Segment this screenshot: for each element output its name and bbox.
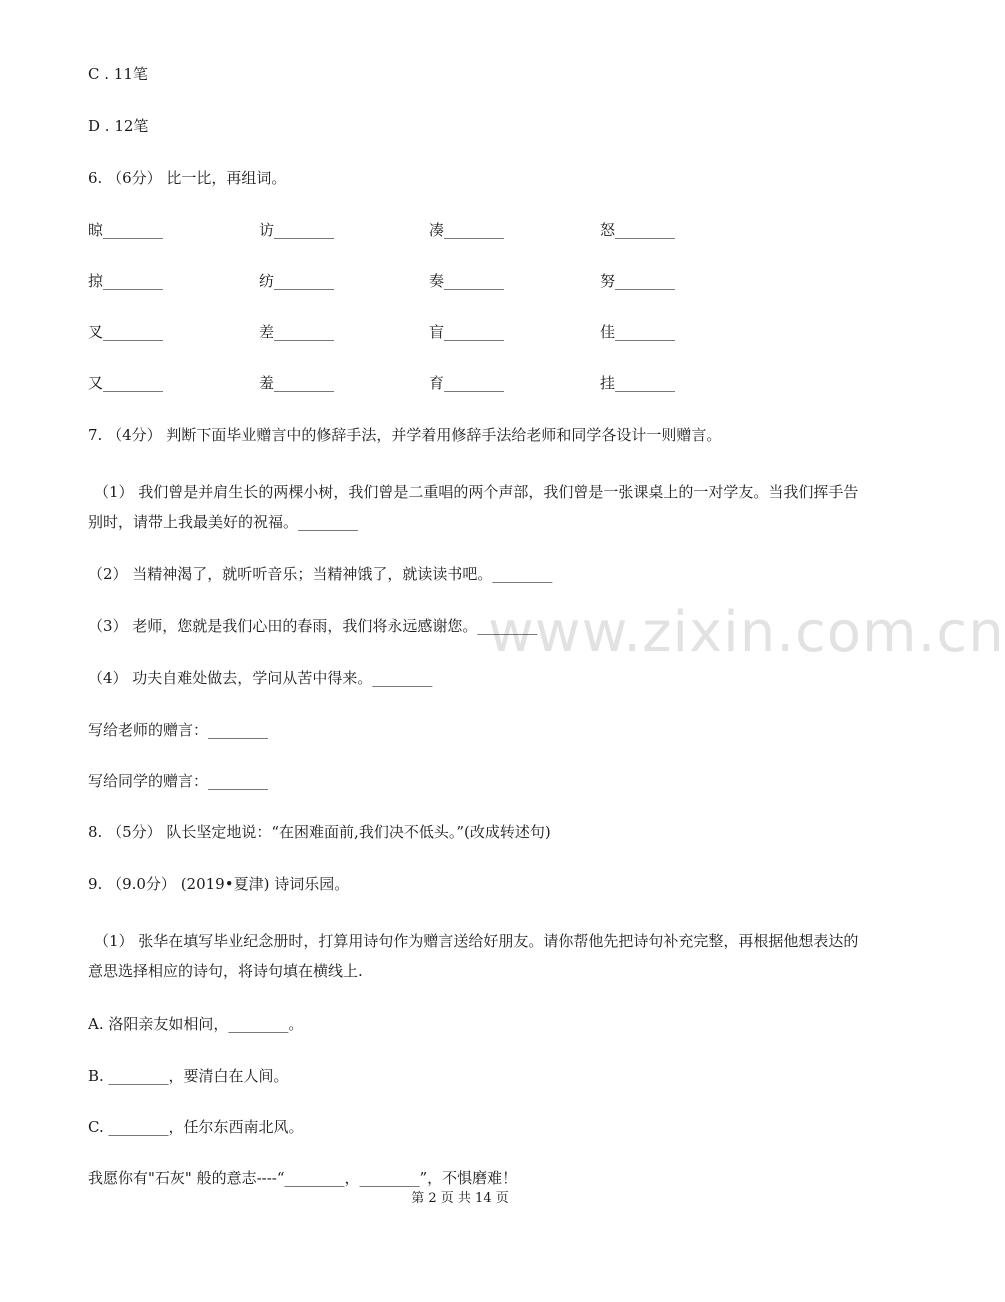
word-cell: 盲________ <box>429 323 505 341</box>
q7-classmate-wish: 写给同学的赠言：________ <box>88 772 269 790</box>
q5-option-c: C . 11笔 <box>88 65 148 83</box>
q8-title: 8. （5分） 队长坚定地说：“在困难面前,我们决不低头。”(改成转述句) <box>88 823 551 841</box>
word-cell: 差________ <box>259 323 335 341</box>
word-cell: 凑________ <box>429 221 505 239</box>
word-cell: 奏________ <box>429 272 505 290</box>
word-cell: 纺________ <box>259 272 335 290</box>
word-cell: 掠________ <box>88 272 164 290</box>
q9-title: 9. （9.0分） (2019•夏津) 诗词乐园。 <box>88 875 350 893</box>
page-footer: 第 2 页 共 14 页 <box>411 1191 509 1206</box>
word-cell: 羞________ <box>259 374 335 392</box>
q7-item-3: （3） 老师，您就是我们心田的春雨，我们将永远感谢您。________ <box>88 617 538 635</box>
word-cell: 怒________ <box>600 221 676 239</box>
word-cell: 挂________ <box>600 374 676 392</box>
word-cell: 又________ <box>88 374 164 392</box>
word-cell: 晾________ <box>88 221 164 239</box>
q7-title: 7. （4分） 判断下面毕业赠言中的修辞手法，并学着用修辞手法给老师和同学各设计一则赠言。 <box>88 426 722 444</box>
q7-item-2: （2） 当精神渴了，就听听音乐；当精神饿了，就读读书吧。________ <box>88 565 553 583</box>
word-cell: 访________ <box>259 221 335 239</box>
word-cell: 佳________ <box>600 323 676 341</box>
q9-option-a: A. 洛阳亲友如相问，________。 <box>88 1015 304 1033</box>
q7-item-1: （1） 我们曾是并肩生长的两棵小树，我们曾是二重唱的两个声部，我们曾是一张课桌上的一对学友。当我们挥手告别时，请带上我最美好的祝福。________ <box>88 483 859 531</box>
q9-item-1: （1） 张华在填写毕业纪念册时，打算用诗句作为赠言送给好朋友。请你帮他先把诗句补充完整，再根据他想表达的意思选择相应的诗句，将诗句填在横线上. <box>88 932 859 980</box>
q5-option-d: D . 12笔 <box>88 117 149 135</box>
watermark: www.zixin.com.cn <box>488 600 1005 665</box>
word-cell: 叉________ <box>88 323 164 341</box>
word-cell: 努________ <box>600 272 676 290</box>
q9-option-c: C. ________，任尔东西南北风。 <box>88 1118 304 1136</box>
q7-item-4: （4） 功夫自难处做去，学问从苦中得来。________ <box>88 669 433 687</box>
q6-title: 6. （6分） 比一比，再组词。 <box>88 169 287 187</box>
q9-wish: 我愿你有"石灰" 般的意志----“________，________”，不惧磨难！ <box>88 1169 518 1187</box>
q9-option-b: B. ________，要清白在人间。 <box>88 1067 289 1085</box>
word-cell: 育________ <box>429 374 505 392</box>
q7-teacher-wish: 写给老师的赠言：________ <box>88 721 269 739</box>
